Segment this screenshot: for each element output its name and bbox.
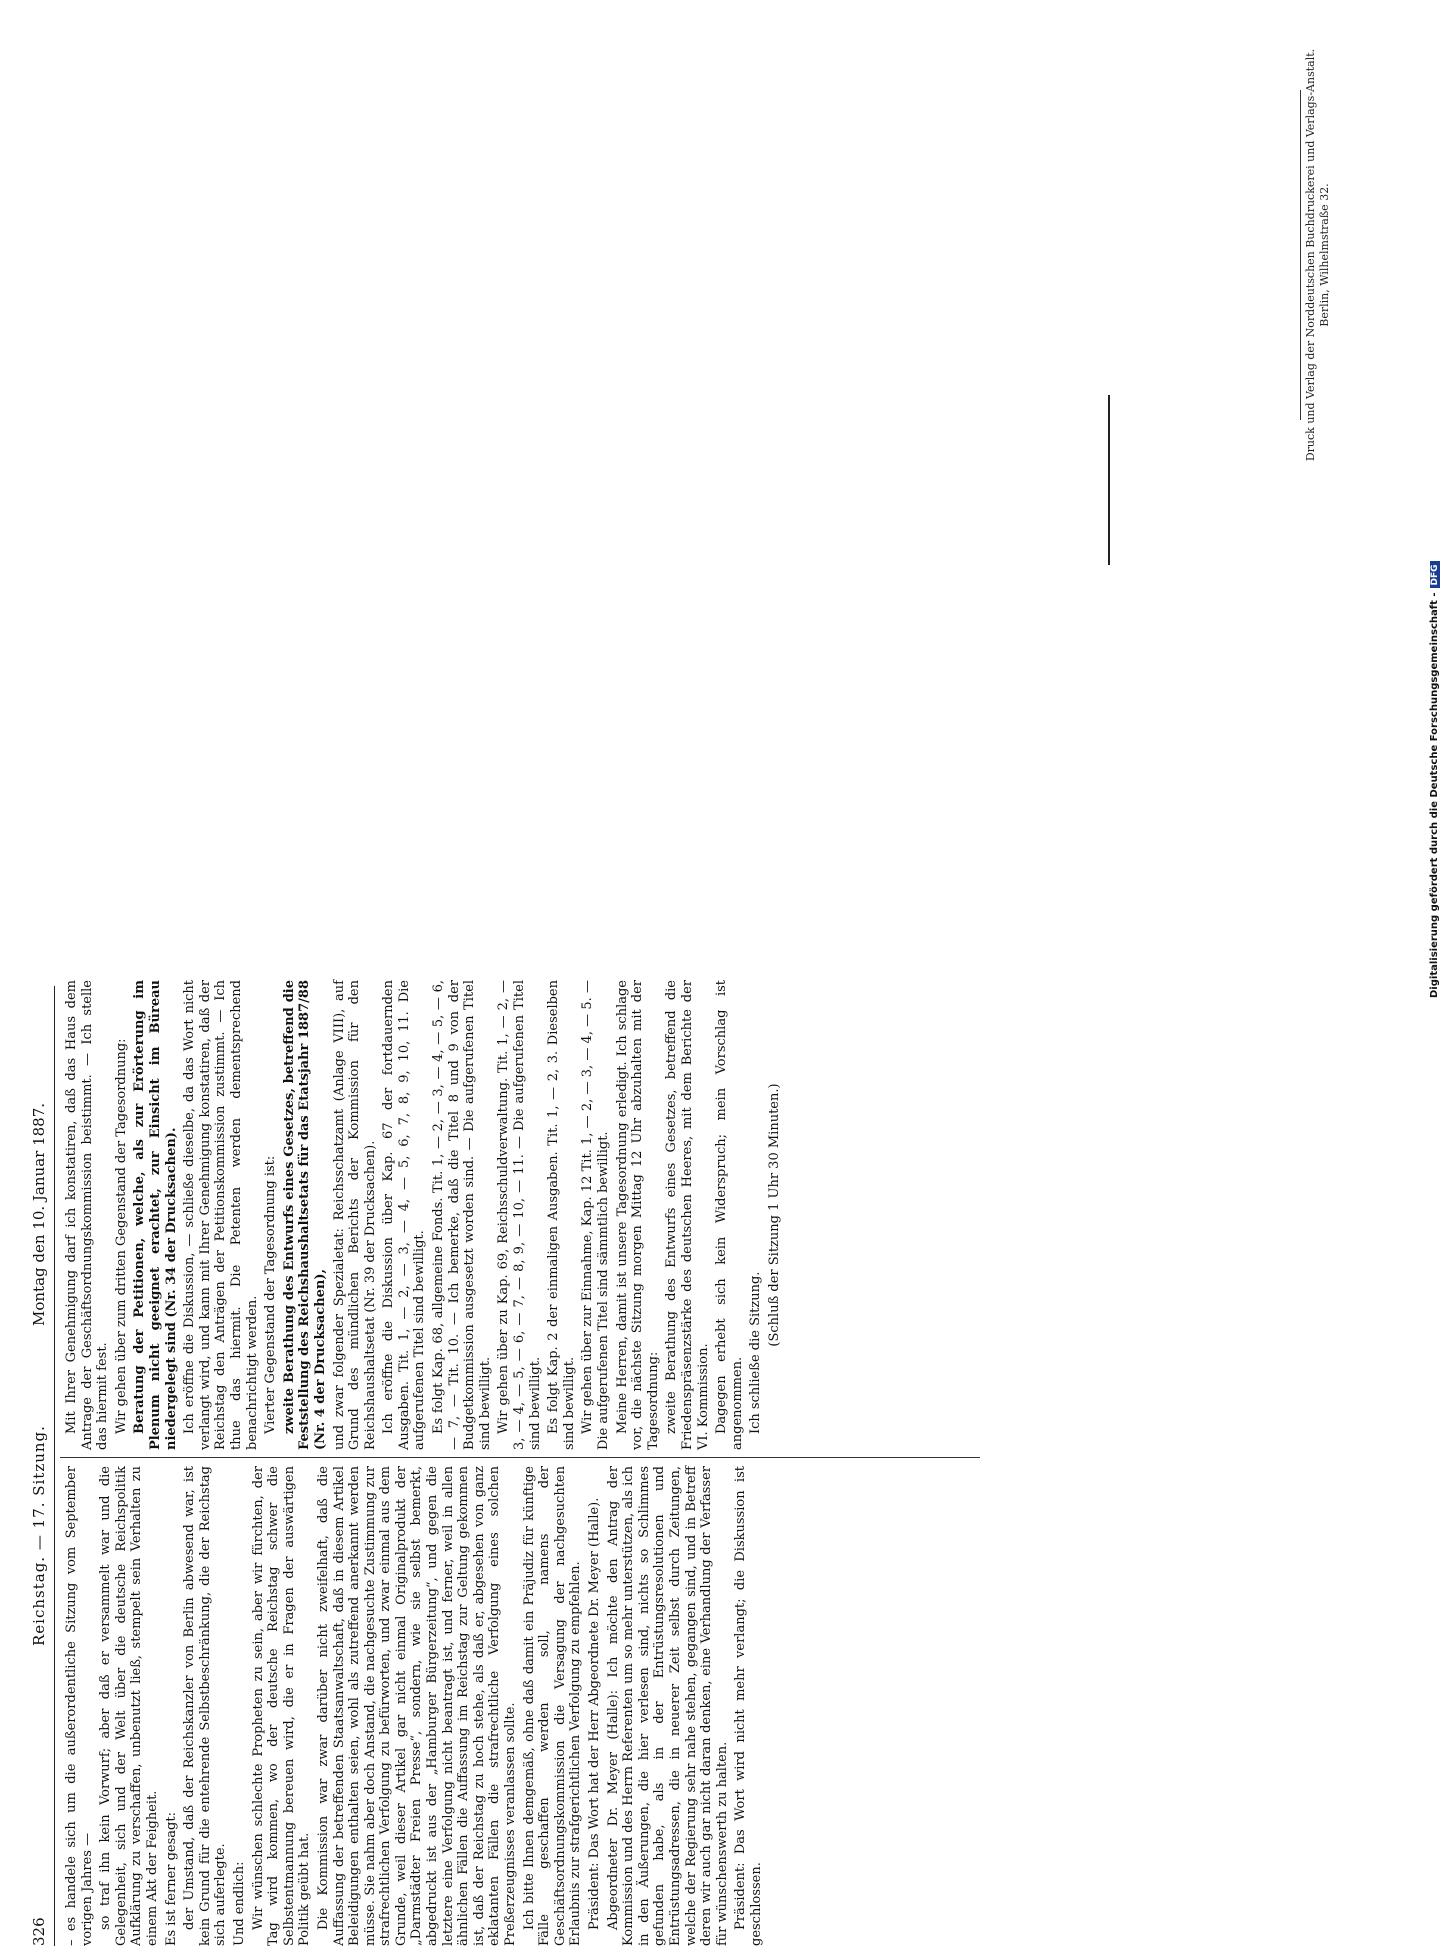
paragraph: Die Kommission war zwar darüber nicht zweifelhaft, daß die Auffassung der betreffenden Staatsanwaltschaft, daß in diesem Artikel Beleidigungen enthalten seien, wohl als zutreffend anerkannt werden müsse. Sie nahm aber doch Anstand, die nachgesuchte Zustimmung zur strafrechtlichen Verfolgung zu befürworten, und zwar einmal aus dem Grunde, weil dieser Artikel gar nicht einmal Originalprodukt der „Darmstädter Freien Presse“, sondern, wie sie selbst bemerkt, abgedruckt ist aus der „Hamburger Bürgerzeitung“, und gegen die letztere eine Verfolgung nicht beantragt ist, und ferner, weil in allen ähnlichen Fällen die Auffassung im Reichstag zur Geltung gekommen ist, daß der Reichstag zu hoch stehe, als daß er, abgesehen von ganz eklatanten Fällen die strafrechtliche Verfolgung eines solchen Preßerzeugnisses veranlassen sollte. [315, 1466, 519, 1946]
paragraph: Wir wünschen schlechte Propheten zu sein, aber wir fürchten, der Tag wird kommen, wo der deutsche Reichstag schwer die Selbstentmannung bereuen wird, die er in Fragen der auswärtigen Politik geübt hat. [250, 1466, 313, 1946]
vertical-rule [1108, 395, 1110, 565]
closing-note: (Schluß der Sitzung 1 Uhr 30 Minuten.) [766, 1083, 782, 1347]
paragraph: der Umstand, daß der Reichskanzler von Berlin abwesend war, ist kein Grund für die entehrende Selbstbeschränkung, die der Reichstag sich auferlegte. [182, 1466, 229, 1946]
paragraph: Mit Ihrer Genehmigung darf ich konstatiren, daß das Haus dem Antrage der Geschäftsordnungskommission beistimmt. — Ich stelle das hiermit fest. [64, 980, 111, 1450]
paragraph: zweite Berathung des Entwurfs eines Gesetzes, betreffend die Friedenspräsenzstärke des deutschen Heeres, mit dem Berichte der VI. Kommission. [664, 980, 711, 1450]
right-column [64, 980, 786, 1450]
paragraph: Wir gehen über zur Einnahme, Kap. 12 Tit. 1, — 2, — 3, — 4, — 5. — Die aufgerufenen Titel sind sämmtlich bewilligt. [580, 980, 611, 1450]
rotated-page [24, 980, 984, 1946]
paragraph: Es folgt Kap. 68, allgemeine Fonds. Tit. 1, — 2, — 3, — 4, — 5, — 6, — 7, — Tit. 10. — Ich bemerke, daß die Titel 8 und 9 von der Budgetkommission ausgesetzt worden sind. — Die aufgerufenen Titel sind bewilligt. [431, 980, 493, 1450]
page-header [24, 986, 52, 1946]
paragraph: so traf ihn kein Vorwurf; aber daß er versammelt war und die Gelegenheit, sich und der Welt über die deutsche Reichspolitik Aufklärung zu verschaffen, unbenutzt ließ, stempelt sein Verhalten zu einem Akt der Feigheit. [98, 1466, 160, 1946]
dfg-footer [1429, 8, 1441, 998]
paragraph: zweite Berathung des Entwurfs eines Gesetzes, betreffend die Feststellung des Reichshaushaltsetats für das Etatsjahr 1887/88 (Nr. 4 der Drucksachen), [281, 980, 328, 1450]
paragraph: Ich eröffne die Diskussion über Kap. 67 der fortdauernden Ausgaben. Tit. 1, — 2, — 3, — 4, — 5, 6, 7, 8, 9, 10, 11. Die aufgerufenen Titel sind bewilligt. [381, 980, 428, 1450]
paragraph: Abgeordneter Dr. Meyer (Halle): Ich möchte den Antrag der Kommission und des Herrn Referenten um so mehr unterstützen, als ich in den Äußerungen, die hier verlesen sind, nichts so Schlimmes gefunden habe, als in der Entrüstungsresolutionen und Entrüstungsadressen, die in neuerer Zeit selbst durch Zeitungen, welche der Regierung sehr nahe stehen, gegangen sind, und in Betreff deren wir auch gar nicht daran denken, eine Verhandlung der Verfasser für wünschenswerth zu halten. [605, 1466, 730, 1946]
paragraph: – es handele sich um die außerordentliche Sitzung vom September vorigen Jahres — [64, 1466, 95, 1946]
paragraph: Ich schließe die Sitzung. [748, 1271, 764, 1434]
paragraph: Meine Herren, damit ist unsere Tagesordnung erledigt. Ich schlage vor, die nächste Sitzung morgen Mittag 12 Uhr abzuhalten mit der Tagesordnung: [614, 980, 661, 1450]
imprint-rule [1300, 90, 1301, 420]
header-date: Montag den 10. Januar 1887. [30, 1102, 48, 1326]
dfg-logo: DFG [1430, 561, 1440, 588]
header-session: Reichstag. — 17. Sitzung. [30, 1425, 48, 1646]
paragraph: Wir gehen über zum dritten Gegenstand der Tagesordnung: [113, 1038, 129, 1434]
left-column [64, 1466, 768, 1946]
paragraph: Dagegen erhebt sich kein Widerspruch; mein Vorschlag ist angenommen. [714, 980, 745, 1450]
imprint-line-1: Druck und Verlag der Norddeutschen Buchdruckerei und Verlags-Anstalt. [1304, 48, 1317, 462]
paragraph: und zwar folgender Spezialetat: Reichsschatzamt (Anlage VIII), auf Grund des mündlichen Berichts der Kommission für den Reichshaushaltsetat (Nr. 39 der Drucksachen). [331, 980, 378, 1450]
paragraph: Ich eröffne die Diskussion, — schließe dieselbe, da das Wort nicht verlangt wird, und kann mit Ihrer Genehmigung konstatiren, daß der Reichstag den Anträgen der Petitionskommission zustimmt. — Ich thue das hiermit. Die Petenten werden dementsprechend benachrichtigt werden. [182, 980, 260, 1450]
paragraph: Präsident: Das Wort hat der Herr Abgeordnete Dr. Meyer (Halle). [587, 1497, 602, 1930]
header-rule [54, 986, 55, 1946]
paragraph: Es folgt Kap. 2 der einmaligen Ausgaben. Tit. 1, — 2, 3. Dieselben sind bewilligt. [546, 980, 577, 1450]
paragraph: Ich bitte Ihnen demgemäß, ohne daß damit ein Präjudiz für künftige Fälle geschaffen werden soll, namens der Geschäftsordnungskommission die Versagung der nachgesuchten Erlaubnis zur strafgerichtlichen Verfolgung zu empfehlen. [521, 1466, 584, 1946]
paragraph: Vierter Gegenstand der Tagesordnung ist: [263, 1155, 279, 1434]
dfg-text: Digitalisierung gefördert durch die Deutsche Forschungsgemeinschaft - [1429, 592, 1440, 998]
paragraph: Es ist ferner gesagt: [163, 1812, 179, 1946]
paragraph: Beratung der Petitionen, welche, als zur Erörterung im Plenum nicht geeignet erachtet, zur Einsicht im Büreau niedergelegt sind (Nr. 34 der Drucksachen). [132, 980, 179, 1450]
column-separator [60, 1457, 980, 1458]
paragraph: Präsident: Das Wort wird nicht mehr verlangt; die Diskussion ist geschlossen. [733, 1466, 764, 1946]
imprint [1300, 40, 1332, 470]
imprint-line-2: Berlin, Wilhelmstraße 32. [1318, 183, 1331, 327]
paragraph: Und endlich: [231, 1861, 247, 1946]
paragraph: Wir gehen über zu Kap. 69, Reichsschuldverwaltung. Tit. 1, — 2, — 3, — 4, — 5, — 6, — 7, — 8, 9, — 10, — 11. — Die aufgerufenen Titel sind bewilligt. [496, 980, 543, 1450]
page-number: 326 [30, 1917, 48, 1946]
